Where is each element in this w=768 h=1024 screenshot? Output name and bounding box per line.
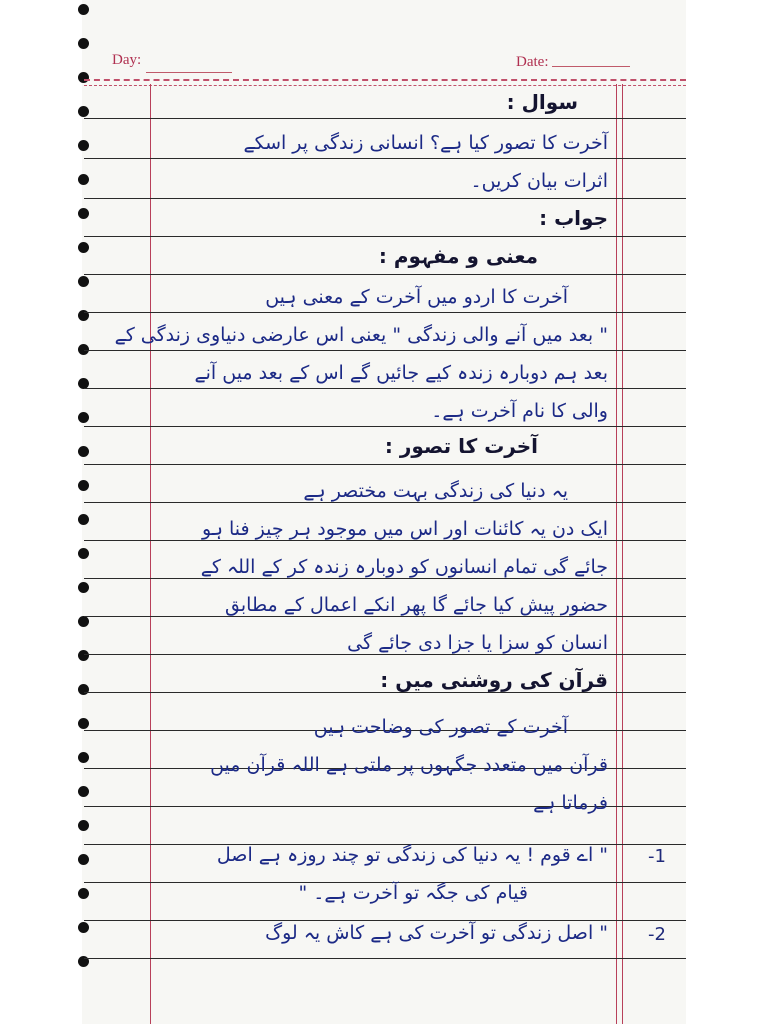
binding-hole	[78, 174, 89, 185]
ruled-line	[84, 540, 686, 541]
binding-hole	[78, 582, 89, 593]
ruled-line	[84, 616, 686, 617]
date-field-line	[552, 66, 630, 67]
ruled-line	[84, 274, 686, 275]
binding-hole	[78, 140, 89, 151]
right-margin-line	[616, 84, 617, 1024]
question-line: آخرت کا تصور کیا ہے؟ انسانی زندگی پر اسکے	[243, 132, 608, 154]
paragraph-line: " بعد میں آنے والی زندگی " یعنی اس عارضی دنیاوی زندگی کے	[114, 324, 608, 346]
binding-hole	[78, 72, 89, 83]
item-number: -2	[648, 924, 666, 945]
binding-hole	[78, 786, 89, 797]
paragraph-line: آخرت کے تصور کی وضاحت ہیں	[313, 716, 568, 738]
section-heading-concept: آخرت کا تصور :	[384, 434, 538, 458]
ruled-line	[84, 958, 686, 959]
binding-hole	[78, 684, 89, 695]
day-field-line	[146, 72, 232, 73]
ruled-line	[84, 692, 686, 693]
ruled-line	[84, 426, 686, 427]
binding-hole	[78, 208, 89, 219]
quote-line: قیام کی جگہ تو آخرت ہے۔ "	[298, 882, 528, 904]
ruled-line	[84, 312, 686, 313]
right-margin-line	[622, 84, 623, 1024]
ruled-line	[84, 198, 686, 199]
binding-hole	[78, 820, 89, 831]
paragraph-line: بعد ہم دوبارہ زندہ کیے جائیں گے اس کے بعد میں آنے	[194, 362, 608, 384]
binding-hole	[78, 446, 89, 457]
paragraph-line: یہ دنیا کی زندگی بہت مختصر ہے	[303, 480, 568, 502]
ruled-line	[84, 388, 686, 389]
binding-hole	[78, 480, 89, 491]
top-margin-line	[84, 79, 686, 81]
paragraph-line: فرماتا ہے	[533, 792, 608, 814]
binding-hole	[78, 4, 89, 15]
top-margin-line	[84, 85, 686, 86]
ruled-line	[84, 920, 686, 921]
section-heading-meaning: معنی و مفہوم :	[378, 244, 538, 268]
binding-hole	[78, 514, 89, 525]
binding-holes	[78, 0, 94, 1024]
binding-hole	[78, 242, 89, 253]
ruled-line	[84, 578, 686, 579]
answer-label: جواب :	[539, 206, 608, 230]
ruled-line	[84, 158, 686, 159]
ruled-line	[84, 350, 686, 351]
paragraph-line: جائے گی تمام انسانوں کو دوبارہ زندہ کر کے اللہ کے	[200, 556, 608, 578]
ruled-line	[84, 236, 686, 237]
quote-line: " اے قوم ! یہ دنیا کی زندگی تو چند روزہ ہے اصل	[216, 844, 608, 866]
ruled-line	[84, 464, 686, 465]
date-label: Date:	[516, 54, 549, 70]
binding-hole	[78, 650, 89, 661]
section-heading-quran: قرآن کی روشنی میں :	[380, 668, 608, 692]
question-line: اثرات بیان کریں۔	[470, 170, 608, 192]
binding-hole	[78, 718, 89, 729]
binding-hole	[78, 616, 89, 627]
binding-hole	[78, 888, 89, 899]
binding-hole	[78, 276, 89, 287]
ruled-line	[84, 502, 686, 503]
binding-hole	[78, 752, 89, 763]
binding-hole	[78, 106, 89, 117]
quote-line: " اصل زندگی تو آخرت کی ہے کاش یہ لوگ	[265, 922, 608, 944]
binding-hole	[78, 38, 89, 49]
paragraph-line: انسان کو سزا یا جزا دی جائے گی	[347, 632, 608, 654]
paragraph-line: والی کا نام آخرت ہے۔	[431, 400, 608, 422]
binding-hole	[78, 922, 89, 933]
paragraph-line: قرآن میں متعدد جگہوں پر ملتی ہے اللہ قرآن میں	[210, 754, 608, 776]
paragraph-line: حضور پیش کیا جائے گا پھر انکے اعمال کے مطابق	[225, 594, 608, 616]
page-edge	[686, 0, 768, 1024]
paragraph-line: ایک دن یہ کائنات اور اس میں موجود ہر چیز فنا ہو	[202, 518, 608, 540]
day-label: Day:	[112, 52, 142, 68]
left-margin-line	[150, 84, 151, 1024]
paragraph-line: آخرت کا اردو میں آخرت کے معنی ہیں	[265, 286, 568, 308]
question-label: سوال :	[506, 90, 578, 114]
ruled-line	[84, 654, 686, 655]
binding-hole	[78, 548, 89, 559]
binding-hole	[78, 854, 89, 865]
item-number: -1	[648, 846, 666, 867]
ruled-line	[84, 118, 686, 119]
binding-hole	[78, 412, 89, 423]
